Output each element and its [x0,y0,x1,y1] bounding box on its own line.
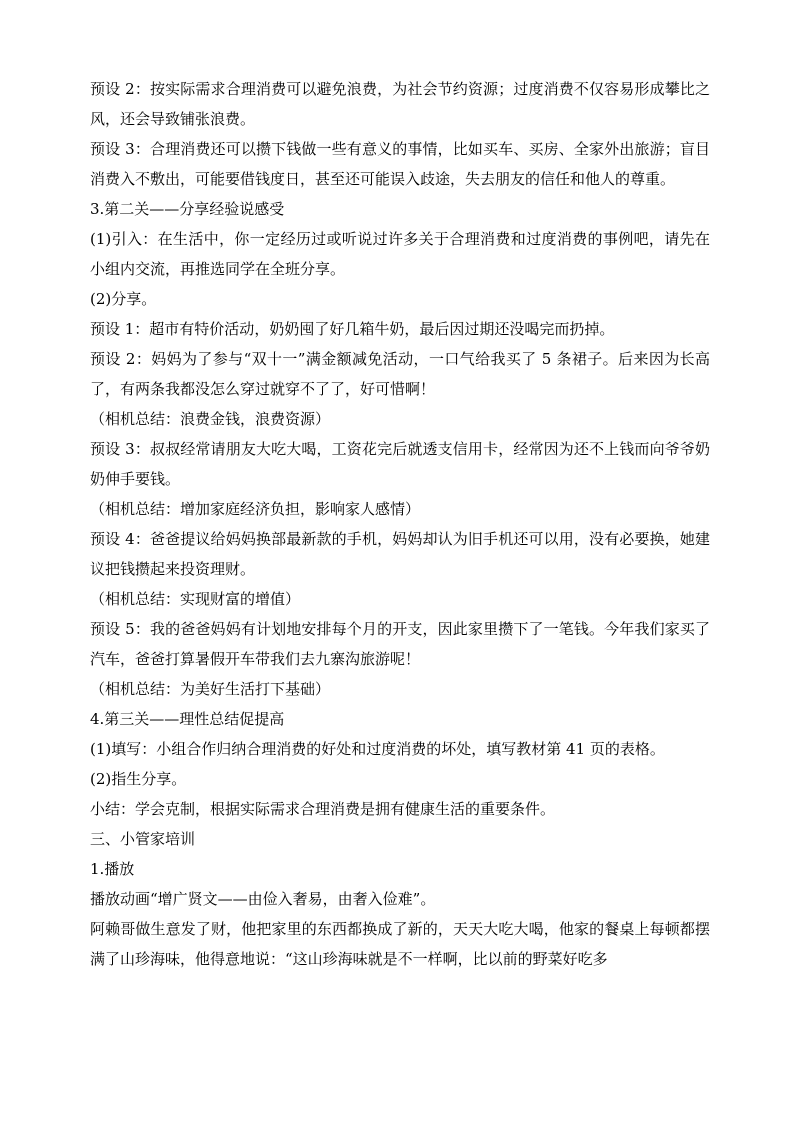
document-page [90,74,710,974]
paragraph-example-2: 预设 2：妈妈为了参与“双十一”满金额减免活动，一口气给我买了 5 条裙子。后来因为长高了，有两条我都没怎么穿过就穿不了了，好可惜啊！ [90,350,710,398]
paragraph-fill-in: (1)填写：小组合作归纳合理消费的好处和过度消费的坏处，填写教材第 41 页的表格。 [90,740,665,758]
paragraph-play-animation: 播放动画“增广贤文——由俭入奢易，由奢入俭难”。 [90,890,436,908]
section-heading-training: 三、小管家培训 [90,830,196,848]
paragraph-student-share: (2)指生分享。 [90,770,187,788]
paragraph-preset-3-answer: 预设 3：合理消费还可以攒下钱做一些有意义的事情，比如买车、买房、全家外出旅游；盲目消费入不敷出，可能要借钱度日，甚至还可能误入歧途，失去朋友的信任和他人的尊重。 [90,140,710,188]
section-heading-level-3: 4.第三关——理性总结促提高 [90,710,285,728]
paragraph-example-1: 预设 1：超市有特价活动，奶奶囤了好几箱牛奶，最后因过期还没喝完而扔掉。 [90,320,615,338]
summary-note-2: （相机总结：增加家庭经济负担，影响家人感情） [90,500,421,518]
section-heading-level-2: 3.第二关——分享经验说感受 [90,200,285,218]
paragraph-example-5: 预设 5：我的爸爸妈妈有计划地安排每个月的开支，因此家里攒下了一笔钱。今年我们家买了汽车，爸爸打算暑假开车带我们去九寨沟旅游呢！ [90,620,710,668]
paragraph-summary: 小结：学会克制，根据实际需求合理消费是拥有健康生活的重要条件。 [90,800,556,818]
paragraph-example-3: 预设 3：叔叔经常请朋友大吃大喝，工资花完后就透支信用卡，经常因为还不上钱而向爷爷奶奶伸手要钱。 [90,440,710,488]
paragraph-share: (2)分享。 [90,290,157,308]
paragraph-example-4: 预设 4：爸爸提议给妈妈换部最新款的手机，妈妈却认为旧手机还可以用，没有必要换，她建议把钱攒起来投资理财。 [90,530,710,578]
summary-note-3: （相机总结：实现财富的增值） [90,590,301,608]
paragraph-story: 阿赖哥做生意发了财，他把家里的东西都换成了新的，天天大吃大喝，他家的餐桌上每顿都摆满了山珍海味，他得意地说：“这山珍海味就是不一样啊，比以前的野菜好吃多 [90,920,710,968]
paragraph-introduction: (1)引入：在生活中，你一定经历过或听说过许多关于合理消费和过度消费的事例吧，请先在小组内交流，再推选同学在全班分享。 [90,230,710,278]
summary-note-4: （相机总结：为美好生活打下基础） [90,680,331,698]
summary-note-1: （相机总结：浪费金钱，浪费资源） [90,410,331,428]
paragraph-preset-2-answer: 预设 2：按实际需求合理消费可以避免浪费，为社会节约资源；过度消费不仅容易形成攀比之风，还会导致铺张浪费。 [90,80,710,128]
subheading-play: 1.播放 [90,860,135,878]
